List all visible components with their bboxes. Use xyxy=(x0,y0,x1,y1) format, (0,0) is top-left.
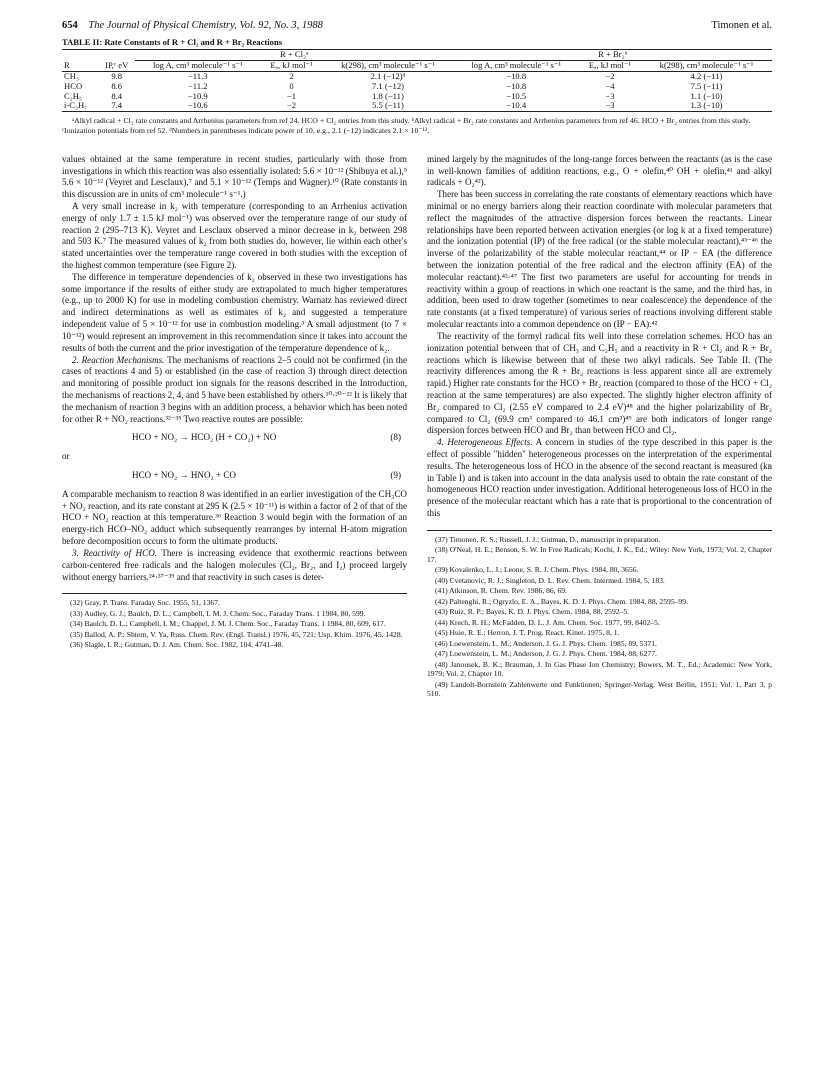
reference: (43) Ruiz, R. P.; Bayes, K. D. J. Phys. Chem. 1984, 88, 2592–5. xyxy=(435,607,630,617)
reference: (41) Atkinson, R. Chem. Rev. 1986, 86, 69. xyxy=(435,586,567,596)
reference: (34) Baulch, D. L.; Campbell, I. M.; Chappel, J. M. J. Chem. Soc., Faraday Trans. 1 1984, 80, 609, 617. xyxy=(70,619,386,629)
reference: (42) Paltenghi, R.; Ogryzlo, E. A., Bayes, K. D. J. Phys. Chem. 1984, 88, 2595–99. xyxy=(435,596,688,606)
reference: (45) Huie, R. E.; Herron, J. T. Prog. React. Kinet. 1975, 8, 1. xyxy=(435,628,620,638)
section-heading: 3. Reactivity of HCO. xyxy=(72,547,158,558)
reference: (37) Timonen, R. S.; Russell, J. J.; Gutman, D., manuscript in preparation. xyxy=(435,534,661,544)
references-right xyxy=(427,530,772,699)
journal-page xyxy=(62,20,772,700)
equation-number: (9) xyxy=(390,470,401,481)
col-header-ip: IP,ᶜ eV xyxy=(98,60,135,71)
paragraph: 4. Heterogeneous Effects. A concern in studies of the type described in this paper is the effect of possible "hidden" heterogeneous processes on the interpretation of the experimental results. The heterogeneous loss of HCO in the absence of the second reactant is measured (kʙ in Table I) and is taken into account in the data analysis used to obtain the rate constant of the homogeneous HCO reaction under investigation. Additional heterogeneous loss of HCO in the presence of the molecular reactant which has a rate that is proportional to the concentration of this xyxy=(427,437,772,519)
paragraph: values obtained at the same temperature in recent studies, particularly with those from investigations in which this reaction was also essentially isolated: 5.6 × 10⁻¹² (Shibuya et al.),⁵ 5.6 × 10⁻¹² (Veyret and Lesclaux),⁷ and 5.1 × 10⁻¹² (Temps and Wagner).¹⁰ (Rate constants in this discussion are in units of cm³ molecule⁻¹ s⁻¹.) xyxy=(62,153,407,200)
running-head-left xyxy=(62,20,323,31)
paragraph: There has been success in correlating the rate constants of elementary reactions which have minimal or no energy barriers along their reaction coordinate with molecular parameters that reflect the magnitudes of the attractive dispersion forces between the reactants. Linear relationships have been reported between activation energies (or log k at a fixed temperature) and the ionization potential (IP) of the free radical (or the stable molecular reactant),⁴³⁻⁴⁶ the inverse of the polarizability of the stable molecular reactant,⁴⁴ or IP − EA (the difference between the ionization potential of the free radical and the electron affinity (EA) of the molecular reactant).⁴²·⁴⁷ The first two parameters are useful for accounting for trends in reactivity within a group of reactions in which one reactant is the same, and the third has, in addition, been used to draw together (sometimes to near coalescence) the dependence of the rate constants (at a fixed temperature) of various series of reactions involving different stable molecular reactants into a common dependence on (IP − EA).⁴² xyxy=(427,189,772,330)
left-column xyxy=(62,154,407,700)
col-header-k298-cl2: k(298), cm³ molecule⁻¹ s⁻¹ xyxy=(322,60,453,71)
col-header-ea-cl2: Eₐ, kJ mol⁻¹ xyxy=(261,60,323,71)
page-number: 654 xyxy=(62,20,78,31)
reference: (48) Janousek, B. K.; Brauman, J. In Gas Phase Ion Chemistry; Bowers, M. T., Ed.; Academic: New York, 1979; Vol. 2, Chapter 10. xyxy=(427,659,772,679)
reference: (49) Landolt-Bornstein Zahlenwerte und Funktionen; Springer-Verlag, West Berlin, 1951; Vol. 1, Part 3, p 510. xyxy=(427,679,772,699)
paragraph: A comparable mechanism to reaction 8 was identified in an earlier investigation of the CH₃CO + NO₂ reaction, and its rate constant at 295 K (2.5 × 10⁻¹¹) is within a factor of 2 of that of the HCO + NO₂ reaction at this temperature.³⁶ Reaction 3 would begin with the formation of an energy-rich HCO–NO₂ adduct which subsequently rearranges by internal H-atom migration before decomposition occurs to form the ultimate products. xyxy=(62,488,407,547)
equation-9: HCO + NO₂ → HNO₂ + CO (9) xyxy=(62,470,407,482)
reference: (39) Kovalenko, L. J.; Leone, S. R. J. Chem. Phys. 1984, 80, 3656. xyxy=(435,565,639,575)
reference: (44) Krech, R. H.; McFadden, D. L. J. Am. Chem. Soc. 1977, 99, 8402–5. xyxy=(435,617,660,627)
group-header-br2: R + Br₂ᵇ xyxy=(453,50,772,61)
table-row: CH₃ 9.8 −11.3 2 2.1 (−12)ᵈ −10.8 −2 4.2 (−11) xyxy=(64,70,723,81)
journal-citation: The Journal of Physical Chemistry, Vol. 92, No. 3, 1988 xyxy=(88,20,323,31)
rate-constants-table xyxy=(62,49,772,112)
running-head xyxy=(62,20,772,31)
col-header-k298-br2: k(298), cm³ molecule⁻¹ s⁻¹ xyxy=(641,60,772,71)
reference: (47) Loewenstein, L. M.; Anderson, J. G. J. Phys. Chem. 1984, 88, 6277. xyxy=(435,649,657,659)
reference: (33) Audley, G. J.; Baulch, D. L.; Campbell, I. M. J. Chem. Soc., Faraday Trans. 1 1984, 80, 599. xyxy=(70,608,366,618)
reference: (35) Ballod, A. P.; Shtern, V. Ya, Russ. Chem. Rev. (Engl. Transl.) 1976, 45, 721; Usp. Khim. 1976, 45, 1428. xyxy=(70,629,403,639)
connector-text: or xyxy=(62,451,70,462)
col-header-loga-br2: log A, cm³ molecule⁻¹ s⁻¹ xyxy=(453,60,579,71)
section-heading: 4. Heterogeneous Effects. xyxy=(437,437,533,448)
reference: (40) Cvetanovic, R. J.; Singleton, D. L. Rev. Chem. Intermed. 1984, 5, 183. xyxy=(435,575,665,585)
table-title: TABLE II: Rate Constants of R + Cl₂ and R + Br₂ Reactions xyxy=(62,37,283,47)
paragraph: 3. Reactivity of HCO. There is increasing evidence that exothermic reactions between carbon-centered free radicals and the halogen molecules (Cl₂, Br₂, and I₂) proceed largely without energy barriers.²⁴·³⁷⁻³⁹ and that reactivity in such cases is deter- xyxy=(62,547,407,582)
table-row: C₂H₅ 8.4 −10.9 −1 1.8 (−11) −10.5 −3 1.1 (−10) xyxy=(64,90,723,101)
paragraph: mined largely by the magnitudes of the long-range forces between the reactants (as is the case in well-known families of addition reactions, e.g., O + olefin,⁴⁰ OH + olefin,⁴¹ and alkyl radicals + O₂⁴²). xyxy=(427,153,772,188)
paragraph: 2. Reaction Mechanisms. The mechanisms of reactions 2–5 could not be confirmed (in the cases of reactions 4 and 5) or established (in the case of reaction 3) through direct detection and monitoring of possible product ion signals for the reasons described in the Introduction, the mechanisms of reactions 2, 4, and 5 have been established by others.¹⁰·²⁰⁻²² It is likely that the mechanism of reaction 3 begins with an addition process, a behavior which has been noted for other R + NO₂ reactions.³²⁻³⁵ Two reactive routes are possible: xyxy=(62,354,408,424)
paragraph: The reactivity of the formyl radical fits well into these correlation schemes. HCO has an ionization potential between that of CH₃ and C₂H₅ and a reactivity in R + Cl₂ and R + Br₂ reactions which is likewise between that of these two alkyl radicals. See Table II. (The reactivity differences among the R + Br₂ reactions is less apparent since all are extremely rapid.) Higher rate constants for the HCO + Br₂ reaction (compared to those of the HCO + Cl₂ reaction at the same temperatures) are also expected. The slightly higher electron affinity of Br₂ compared to Cl₂ (2.55 eV compared to 2.4 eV)⁴⁸ and the higher polarizability of Br₂ compared to Cl₂ (69.9 cm³ compared to 46.1 cm³)⁴⁹ are both indicators of longer range dispersion forces between HCO and Br₂ than between HCO and Cl₂. xyxy=(427,330,772,436)
right-column xyxy=(427,154,772,700)
col-header-loga-cl2: log A, cm³ molecule⁻¹ s⁻¹ xyxy=(135,60,261,71)
table-row: i-C₃H₇ 7.4 −10.6 −2 5.5 (−11) −10.4 −3 1.3 (−10) xyxy=(62,101,772,111)
table-footnotes: ᵃAlkyl radical + Cl₂ rate constants and Arrhenius parameters from ref 24. HCO + Cl₂ entries from this study. ᵇAlkyl radical + Br₂ rate constants and Arrhenius parameters from ref 46. HCO + Br₂ entries from this study. ᶜIonization potentials from ref 52. ᵈNumbers in parentheses indicate power of 10, e.g., 2.1 (−12) indicates 2.1 × 10⁻¹². xyxy=(62,116,751,135)
paragraph: A very small increase in k₂ with temperature (corresponding to an Arrhenius activation energy of only 1.7 ± 1.5 kJ mol⁻¹) was observed over the temperature range of our study of reaction 2 (295–713 K). Veyret and Lesclaux observed a minor decrease in k₂ between 298 and 503 K.⁷ The measured values of k₂ from both studies do, however, lie within each other's stated uncertainties over the temperature range covered in both studies with the exception of the highest common temperature (see Figure 2). xyxy=(62,200,407,271)
reference: (32) Gray, P. Trans. Faraday Soc. 1955, 51, 1367. xyxy=(70,598,220,608)
running-head-author: Timonen et al. xyxy=(711,20,772,31)
reference: (36) Slagle, I. R.; Gutman, D. J. Am. Chem. Soc. 1982, 104, 4741–48. xyxy=(70,640,284,650)
paragraph: The difference in temperature dependencies of k₂ observed in these two investigations has some importance if the results of either study are extrapolated to much higher temperatures (e.g., up to 2000 K) for use in modeling combustion chemistry. Warnatz has reviewed direct and indirect determinations as well as estimates of k₂ and suggested a temperature independent value of 5 × 10⁻¹² for use in combustion modeling.³ A small adjustment (to 7 × 10⁻¹²) would represent an improvement in this recommendation since it takes into account the results of both the current and the prior investigation of the temperature dependence of k₂. xyxy=(62,271,407,353)
col-header-r: R xyxy=(62,60,98,71)
two-column-body xyxy=(62,154,772,700)
equation-8: HCO + NO₂ → HCO₂ (H + CO₂) + NO (8) xyxy=(62,432,407,444)
reference: (38) O'Neal, H. E.; Benson, S. W. In Free Radicals; Kochi, J. K., Ed.; Wiley: New York, 1973; Vol. 2, Chapter 17. xyxy=(427,545,772,564)
reference: (46) Loewenstein, L. M.; Anderson, J. G. J. Phys. Chem. 1985, 89, 5371. xyxy=(435,638,657,648)
section-heading: 2. Reaction Mechanisms. xyxy=(72,354,165,365)
equation-number: (8) xyxy=(390,432,401,443)
group-header-cl2: R + Cl₂ᵃ xyxy=(135,50,453,61)
col-header-ea-br2: Eₐ, kJ mol⁻¹ xyxy=(579,60,641,71)
references-left xyxy=(62,593,407,649)
table-row: HCO 8.6 −11.2 0 7.1 (−12) −10.8 −4 7.5 (−11) xyxy=(64,80,723,91)
